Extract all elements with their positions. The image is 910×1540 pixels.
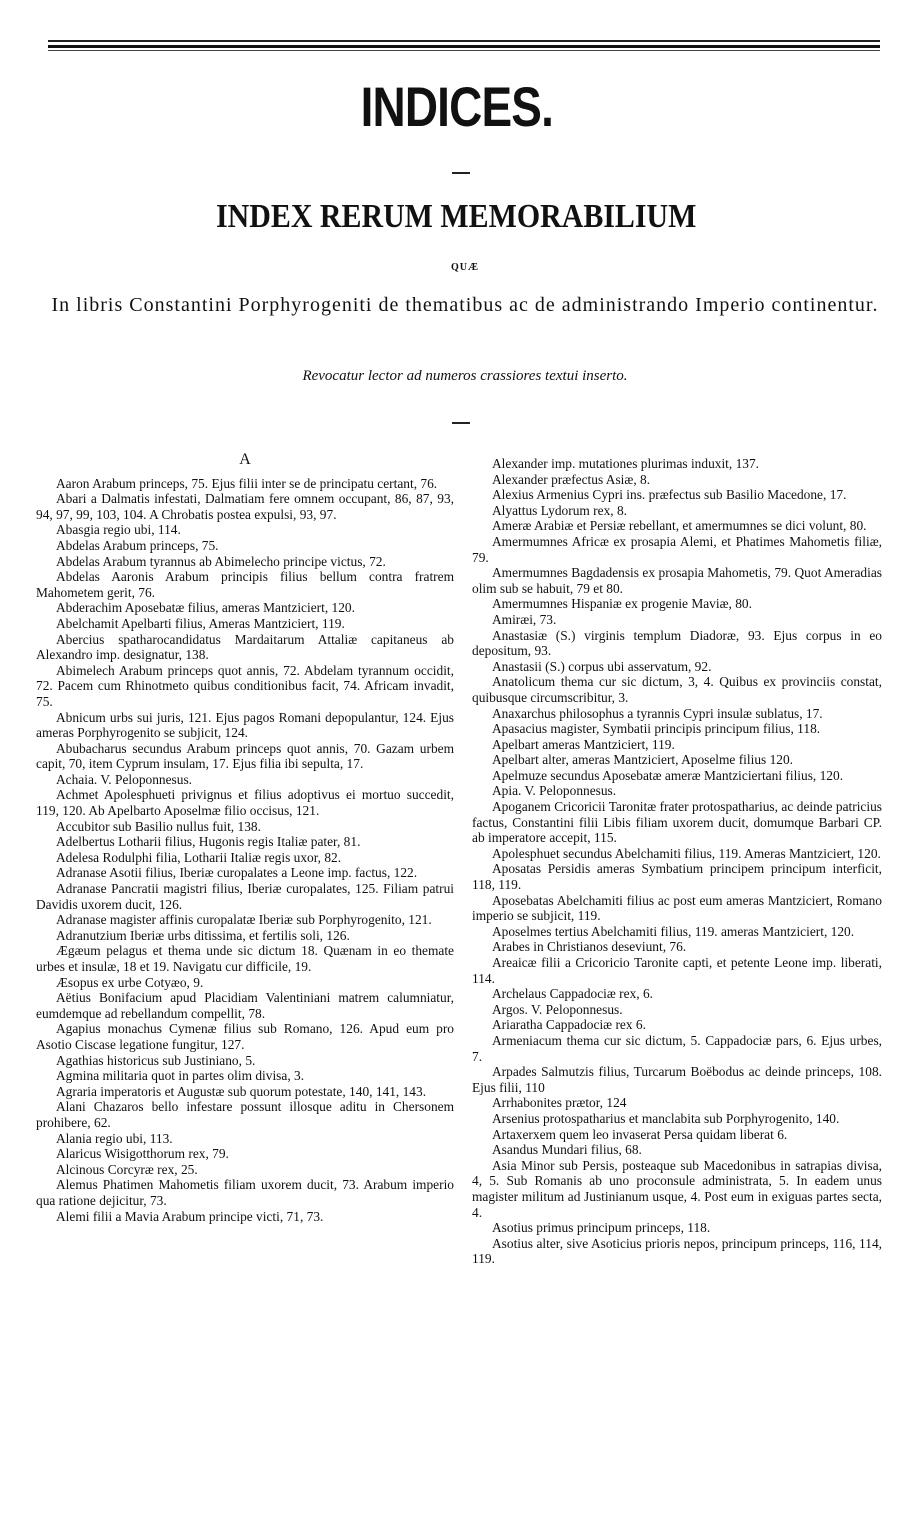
index-entry: Amermumnes Bagdadensis ex prosapia Mahometis, 79. Quot Ameradias olim sub se habuit, 79 et 80.: [472, 565, 882, 596]
index-entry: Alemi filii a Mavia Arabum principe victi, 71, 73.: [56, 1208, 324, 1224]
index-entry: Adelesa Rodulphi filia, Lotharii Italiæ regis uxor, 82.: [56, 849, 342, 865]
index-entry: Abdelas Aaronis Arabum principis filius bellum contra fratrem Mahometem gerit, 76.: [36, 569, 454, 600]
index-entry: Aëtius Bonifacium apud Placidiam Valentiniani matrem calumniatur, eumdemque ad rebellandum compellit, 78.: [36, 990, 454, 1021]
index-entry: Aposelmes tertius Abelchamiti filius, 119. ameras Mantziciert, 120.: [492, 923, 855, 939]
index-entry: Abdelas Arabum tyrannus ab Abimelecho principe victus, 72.: [56, 553, 386, 569]
index-entry: Abderachim Aposebatæ filius, ameras Mantziciert, 120.: [56, 600, 355, 616]
index-entry: Abdelas Arabum princeps, 75.: [56, 537, 219, 553]
index-entry: Amermumnes Hispaniæ ex progenie Maviæ, 80.: [492, 596, 752, 612]
index-entry: Apolesphuet secundus Abelchamiti filius, 119. Ameras Mantziciert, 120.: [492, 845, 881, 861]
index-entry: Apelmuze secundus Aposebatæ ameræ Mantziciertani filius, 120.: [492, 767, 844, 783]
index-entry: Armeniacum thema cur sic dictum, 5. Cappadociæ pars, 6. Ejus urbes, 7.: [472, 1032, 882, 1064]
index-entry: Anatolicum thema cur sic dictum, 3, 4. Quibus ex provinciis constat, quibusque circumscribitur, 3.: [472, 674, 882, 705]
index-description: In libris Constantini Porphyrogeniti de thematibus ac de administrando Imperio continentur.: [51, 294, 879, 316]
index-entry: Agapius monachus Cymenæ filius sub Romano, 126. Apud eum pro Asotio Ciscase legatione fungitur, 127.: [36, 1021, 454, 1052]
index-entry: Alyattus Lydorum rex, 8.: [492, 502, 628, 518]
left-column: [36, 452, 454, 1224]
section-letter: A: [239, 451, 251, 468]
index-entry: Agraria imperatoris et Augustæ sub quorum potestate, 140, 141, 143.: [56, 1083, 427, 1099]
index-entry: Abimelech Arabum princeps quot annis, 72. Abdelam tyrannum occidit, 72. Pacem cum Rhinotmeto quibus conditionibus facit, 74. Africam invadit, 75.: [36, 662, 454, 709]
index-entry: Arrhabonites prætor, 124: [492, 1095, 627, 1111]
page-title: INDICES.: [360, 75, 554, 138]
index-entry: Abari a Dalmatis infestati, Dalmatiam fere omnem occupant, 86, 87, 93, 94, 97, 99, 103, 104. A Chrobatis postea expulsi, 93, 97.: [36, 491, 454, 522]
index-entry: Arpades Salmutzis filius, Turcarum Boëbodus ac deinde princeps, 108. Ejus filii, 110: [472, 1064, 882, 1095]
index-entry: Ariaratha Cappadociæ rex 6.: [492, 1017, 646, 1033]
index-entry: Apelbart alter, ameras Mantziciert, Aposelme filius 120.: [492, 752, 794, 768]
index-entry: Apoganem Cricoricii Taronitæ frater protospatharius, ac deinde patricius factus, Constantini filii Libis filiam uxorem ducit, domumque Barbari CP. ab imperatore accepit, 115.: [472, 799, 882, 846]
title-divider: [452, 172, 470, 174]
index-entry: Aposatas Persidis ameras Symbatium principem principum interficit, 118, 119.: [472, 861, 882, 893]
index-entry: Abasgia regio ubi, 114.: [56, 522, 181, 538]
index-entry: Alcinous Corcyræ rex, 25.: [56, 1161, 198, 1177]
index-entry: Archelaus Cappadociæ rex, 6.: [492, 986, 654, 1002]
index-entry: Amermumnes Africæ ex prosapia Alemi, et Phatimes Mahometis filiæ, 79.: [472, 533, 882, 565]
index-entry: Abercius spatharocandidatus Mardaitarum Attaliæ capitaneus ab Alexandro imp. designatur, 138.: [36, 631, 454, 663]
index-entry: Alemus Phatimen Mahometis filiam uxorem ducit, 73. Arabum imperio qua ratione dejicitur, 73.: [36, 1177, 454, 1208]
index-entry: Abnicum urbs sui juris, 121. Ejus pagos Romani depopulantur, 124. Ejus ameras Porphyrogenito se subjicit, 124.: [36, 709, 454, 741]
index-entry: Alexius Armenius Cypri ins. præfectus sub Basilio Macedone, 17.: [492, 487, 847, 503]
index-entry: Adranase Pancratii magistri filius, Iberiæ curopalates, 125. Filiam patrui Davidis uxorem ducit, 126.: [36, 881, 454, 912]
right-entry-list: [472, 456, 882, 1267]
index-entry: Aaron Arabum princeps, 75. Ejus filii inter se de principatu certant, 76.: [56, 475, 438, 491]
index-entry: Asotius primus principum princeps, 118.: [492, 1220, 711, 1236]
index-entry: Agathias historicus sub Justiniano, 5.: [56, 1052, 256, 1068]
index-entry: Asotius alter, sive Asoticius prioris nepos, principum princeps, 116, 114, 119.: [472, 1235, 882, 1267]
index-entry: Anaxarchus philosophus a tyrannis Cypri insulæ sublatus, 17.: [492, 705, 823, 721]
index-entry: Accubitor sub Basilio nullus fuit, 138.: [56, 818, 261, 834]
index-entry: Achmet Apolesphueti privignus et filius adoptivus ei mortuo succedit, 119, 120. Ab Apelbarto Aposelmæ filio occisus, 121.: [36, 787, 454, 819]
index-entry: Aposebatas Abelchamiti filius ac post eum ameras Mantziciert, Romano imperio se subjicit, 119.: [472, 892, 882, 924]
index-entry: Adranutzium Iberiæ urbs ditissima, et fertilis soli, 126.: [56, 927, 350, 943]
section-divider: [452, 422, 470, 424]
index-entry: Arabes in Christianos deseviunt, 76.: [492, 939, 687, 955]
index-entry: Apia. V. Peloponnesus.: [492, 783, 617, 799]
index-entry: Apelbart ameras Mantziciert, 119.: [492, 736, 675, 752]
index-entry: Alani Chazaros bello infestare possunt illosque aditu in Chersonem prohibere, 62.: [36, 1099, 454, 1130]
index-subtitle: INDEX RERUM MEMORABILIUM: [216, 198, 697, 235]
index-entry: Æsopus ex urbe Cotyæo, 9.: [56, 974, 204, 990]
index-entry: Asandus Mundari filius, 68.: [492, 1142, 642, 1158]
index-entry: Anastasiæ (S.) virginis templum Diadoræ, 93. Ejus corpus in eo depositum, 93.: [472, 627, 882, 659]
index-entry: Ameræ Arabiæ et Persiæ rebellant, et amermumnes se dici volunt, 80.: [492, 518, 867, 534]
index-entry: Alexander præfectus Asiæ, 8.: [492, 471, 651, 487]
index-entry: Adelbertus Lotharii filius, Hugonis regis Italiæ pater, 81.: [56, 834, 361, 850]
index-entry: Artaxerxem quem leo invaserat Persa quidam liberat 6.: [492, 1126, 788, 1142]
quae-label: QUÆ: [451, 262, 479, 273]
index-entry: Areaicæ filii a Cricoricio Taronite capti, et petente Leone imp. liberati, 114.: [472, 955, 882, 986]
index-entry: Arsenius protospatharius et manclabita sub Porphyrogenito, 140.: [492, 1110, 840, 1126]
index-entry: Abelchamit Apelbarti filius, Ameras Mantziciert, 119.: [56, 615, 345, 631]
index-entry: Argos. V. Peloponnesus.: [492, 1001, 623, 1017]
index-entry: Asia Minor sub Persis, posteaque sub Macedonibus in satrapias divisa, 4, 5. Sub Romanis ab uno proconsule administrata, 5. In eadem unus magister militum ad Justinianum usque, 4. Post eum in exiguas partes secta, 4.: [472, 1157, 882, 1220]
index-entry: Abubacharus secundus Arabum princeps quot annis, 70. Gazam urbem capit, 70, item Cyprum insulam, 17. Ejus filia ibi sepulta, 17.: [36, 740, 454, 772]
index-entry: Adranase magister affinis curopalatæ Iberiæ sub Porphyrogenito, 121.: [56, 912, 432, 928]
index-entry: Alexander imp. mutationes plurimas induxit, 137.: [492, 456, 760, 471]
right-column: [472, 456, 882, 1267]
index-entry: Agmina militaria quot in partes olim divisa, 3.: [56, 1068, 305, 1084]
index-entry: Achaia. V. Peloponnesus.: [56, 771, 193, 787]
index-entry: Amiræi, 73.: [492, 611, 557, 627]
index-entry: Apasacius magister, Symbatii principis principum filius, 118.: [492, 721, 821, 737]
index-entry: Alania regio ubi, 113.: [56, 1130, 173, 1146]
index-entry: Ægæum pelagus et thema unde sic dictum 18. Quænam in eo themate urbes et insulæ, 18 et 19. Navigatu cur difficile, 19.: [36, 943, 454, 974]
index-entry: Anastasii (S.) corpus ubi asservatum, 92.: [492, 658, 712, 674]
index-entry: Adranase Asotii filius, Iberiæ curopalates a Leone imp. factus, 122.: [56, 865, 418, 881]
left-entry-list: [36, 476, 454, 1225]
top-double-rule: [48, 40, 880, 51]
reader-note: Revocatur lector ad numeros crassiores textui inserto.: [302, 368, 628, 384]
index-entry: Alaricus Wisigotthorum rex, 79.: [56, 1146, 229, 1162]
